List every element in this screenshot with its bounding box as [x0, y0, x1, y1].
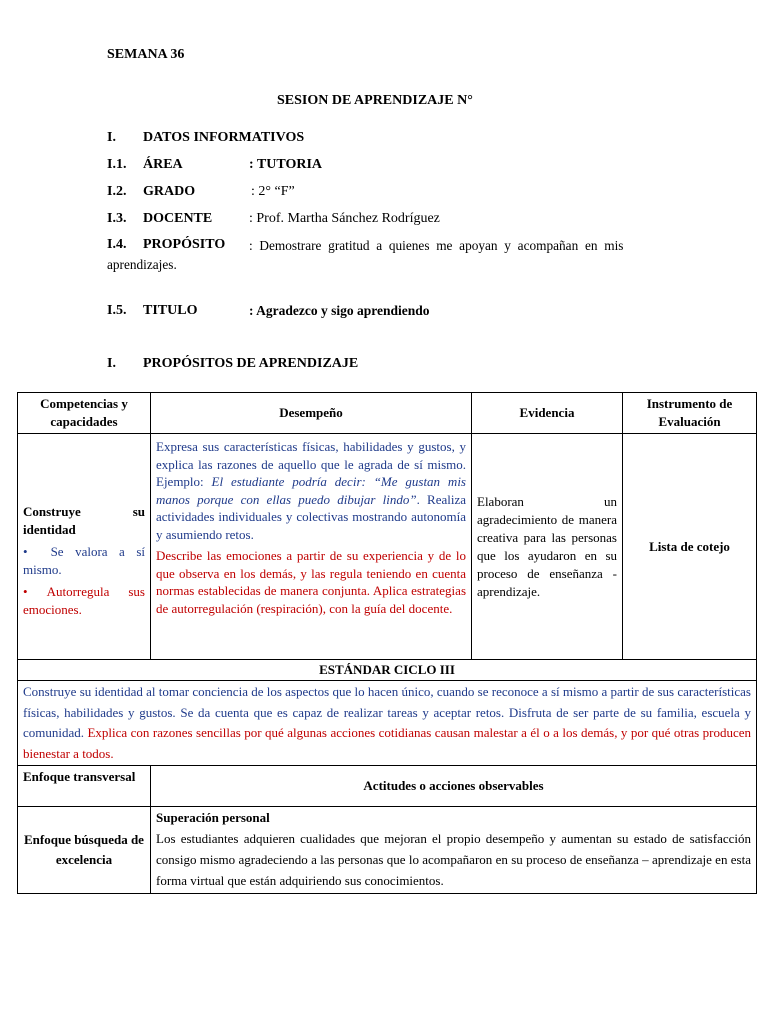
item-grado-value: : 2° “F”	[251, 184, 295, 199]
week-label: SEMANA 36	[107, 47, 185, 62]
item-docente-value: : Prof. Martha Sánchez Rodríguez	[249, 211, 440, 226]
header-desempeno: Desempeño	[151, 393, 472, 434]
desempeno-paragraph-1	[156, 438, 466, 543]
section1-title: DATOS INFORMATIVOS	[143, 130, 305, 145]
desempeno-cell	[151, 434, 472, 660]
item-area-code: I.1.	[107, 157, 127, 172]
desempeno-example: El estudiante podría decir: “Me gustan mis manos porque con ellas puedo dibujar lindo”	[156, 474, 466, 507]
competencia-title: Construye su identidad	[23, 503, 145, 537]
item-area-value: : TUTORIA	[249, 157, 323, 172]
superacion-cell	[151, 807, 757, 894]
superacion-text: Los estudiantes adquieren cualidades que mejoran el propio desempeño y aumentan su estado de satisfacción consigo mismo agradeciendo a las personas que lo acompañaron en su proceso de enseñanza – aprendizaje en esta forma virtual que están adquiriendo sus conocimientos.	[156, 831, 751, 888]
item-docente-label: DOCENTE	[143, 211, 213, 226]
section1-number: I.	[107, 130, 116, 145]
competencia-cell	[18, 434, 151, 660]
evidencia-cell: Elaboran un agradecimiento de manera creativa para las personas que los ayudaron en su proceso de enseñanza -aprendizaje.	[472, 434, 623, 660]
item-titulo-label: TITULO	[143, 303, 198, 318]
item-proposito-value-cont: aprendizajes.	[107, 257, 177, 272]
item-titulo-value: : Agradezco y sigo aprendiendo	[249, 303, 430, 318]
item-proposito-label: PROPÓSITO	[143, 237, 226, 252]
desempeno-paragraph-2: Describe las emociones a partir de su experiencia y de lo que observa en los demás, y las regula teniendo en cuenta normas establecidas de manera conjunta. Aplica estrategias de autorregulación (respiración), con la guía del docente.	[156, 548, 466, 616]
learning-purposes-table	[17, 392, 757, 894]
estandar-title-row	[18, 660, 757, 681]
estandar-title: ESTÁNDAR CICLO III	[18, 660, 757, 681]
instrumento-cell: Lista de cotejo	[623, 434, 757, 660]
capacidad-item: • Autorregula sus emociones.	[23, 583, 145, 617]
header-competencias: Competencias y capacidades	[18, 393, 151, 434]
desempeno-text-b: . Realiza actividades individuales y colectivas mostrando autonomía y asumiendo retos.	[156, 491, 466, 542]
estandar-text-blue: Construye su identidad al tomar conciencia de los aspectos que lo hacen único, cuando se reconoce a sí mismo a partir de sus características físicas, habilidades y gustos. Se da cuenta que es capaz de realizar tareas y aceptar retos. Disfruta de ser parte de su familia, escuela y comunidad.	[23, 684, 751, 740]
desempeno-text-a: Expresa sus características físicas, habilidades y gustos, y explica las razones de aquello que le agrada de sí mismo. Ejemplo:	[156, 439, 466, 489]
enfoque-content-row	[18, 807, 757, 894]
section2-number: I.	[107, 356, 116, 371]
section2-title: PROPÓSITOS DE APRENDIZAJE	[143, 356, 359, 371]
estandar-text-red: Explica con razones sencillas por qué algunas acciones cotidianas causan malestar a él o a los demás, y por qué otras producen bienestar a todos.	[23, 725, 752, 761]
capacidad-valora: Se valora a sí mismo.	[23, 543, 145, 577]
capacidad-item: • Se valora a sí mismo.	[23, 543, 145, 577]
item-grado-code: I.2.	[107, 184, 127, 199]
actitudes-header: Actitudes o acciones observables	[151, 766, 757, 807]
item-docente-code: I.3.	[107, 211, 127, 226]
superacion-title: Superación personal	[156, 810, 270, 825]
session-title: SESION DE APRENDIZAJE N°	[277, 93, 473, 108]
estandar-text	[18, 681, 757, 766]
enfoque-header: Enfoque transversal	[18, 766, 151, 807]
enfoque-name: Enfoque búsqueda de excelencia	[18, 807, 151, 894]
header-instrumento: Instrumento de Evaluación	[623, 393, 757, 434]
header-evidencia: Evidencia	[472, 393, 623, 434]
capacidad-autorregula: Autorregula sus emociones.	[23, 583, 145, 617]
table-content-row	[18, 434, 757, 660]
item-area-label: ÁREA	[143, 157, 183, 172]
capacidades-list	[23, 543, 145, 619]
estandar-text-row	[18, 681, 757, 766]
table-header-row	[18, 393, 757, 434]
item-titulo-code: I.5.	[107, 303, 127, 318]
item-proposito-value: : Demostrare gratitud a quienes me apoyan y acompañan en mis	[249, 238, 624, 253]
item-grado-label: GRADO	[143, 184, 196, 199]
item-proposito-code: I.4.	[107, 237, 127, 252]
enfoque-header-row	[18, 766, 757, 807]
